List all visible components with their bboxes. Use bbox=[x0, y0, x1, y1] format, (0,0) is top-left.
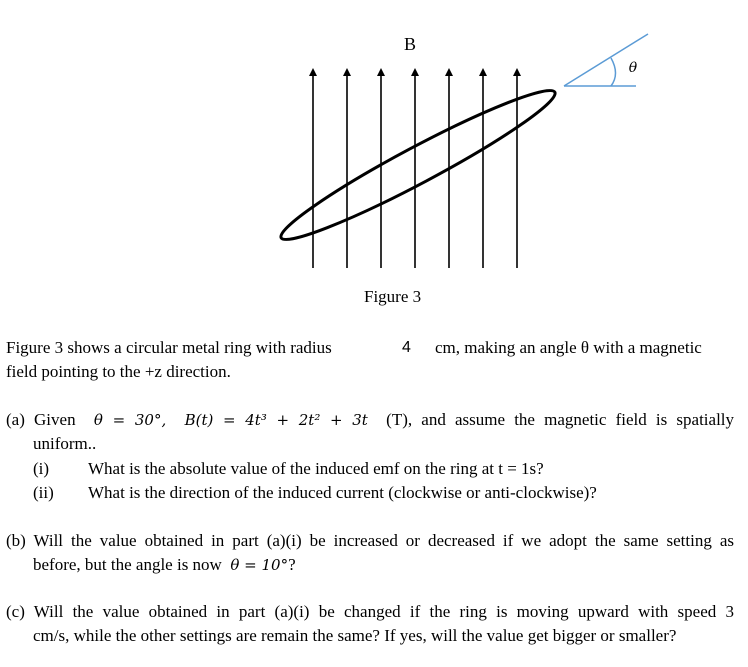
question-a-theta: θ = 30°, bbox=[93, 411, 167, 429]
question-c-line1: (c) Will the value obtained in part (a)(i) be changed if the ring is moving upward with speed 3 bbox=[6, 602, 734, 621]
question-a-item-text: What is the absolute value of the induced emf on the ring at t = 1s? bbox=[88, 459, 544, 478]
question-a-rest: (T), and assume the magnetic field is spatially bbox=[386, 410, 735, 429]
question-b-line1: (b) Will the value obtained in part (a)(i) be increased or decreased if we adopt the same setting as bbox=[6, 531, 734, 550]
question-a-item-num: (ii) bbox=[33, 483, 54, 502]
question-b-theta: θ = 10° bbox=[230, 556, 289, 574]
question-b-suffix: ? bbox=[288, 555, 296, 574]
question-a-item-text: What is the direction of the induced current (clockwise or anti-clockwise)? bbox=[88, 483, 597, 502]
intro-text-1: Figure 3 shows a circular metal ring with radius bbox=[6, 338, 332, 357]
angle-indicator bbox=[564, 34, 648, 86]
intro-text-after-radius: cm, making an angle θ with a magnetic bbox=[435, 338, 702, 357]
question-a-item-num: (i) bbox=[33, 459, 50, 478]
question-a-line2: uniform.. bbox=[33, 434, 97, 453]
field-label: B bbox=[403, 34, 417, 54]
magnetic-field-lines bbox=[313, 72, 517, 268]
question-b-line2 bbox=[33, 553, 296, 577]
angle-label: θ bbox=[628, 60, 638, 76]
question-a-field: B(t) = 4t³ + 2t² + 3t bbox=[184, 411, 368, 429]
figure-3-diagram bbox=[0, 0, 748, 330]
question-b-prefix: before, but the angle is now bbox=[33, 555, 222, 574]
intro-text-2 bbox=[435, 336, 702, 360]
radius-value: 4 bbox=[402, 339, 411, 356]
ring-ellipse bbox=[273, 76, 564, 253]
intro-text-line2: field pointing to the +z direction. bbox=[6, 362, 231, 381]
question-a-line1 bbox=[6, 408, 734, 432]
question-a-label: (a) Given bbox=[6, 410, 76, 429]
question-c-line2: cm/s, while the other settings are remain the same? If yes, will the value get bigger or smaller? bbox=[33, 626, 677, 645]
figure-caption: Figure 3 bbox=[364, 287, 422, 306]
